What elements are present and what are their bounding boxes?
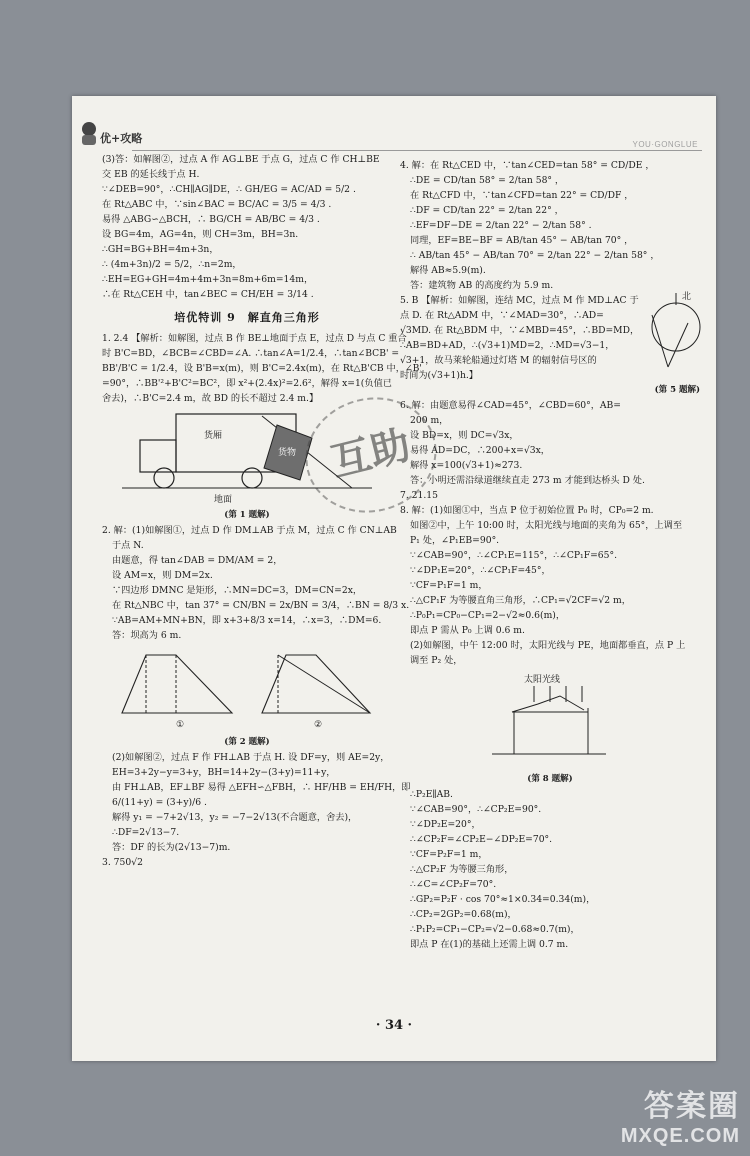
- text-line: ∵四边形 DMNC 是矩形，∴MN=DC=3，DM=CN=2x，: [112, 585, 363, 596]
- text-line: ∴ AB/tan 45° − AB/tan 70° = 2/tan 22° − 2/tan 58° ，: [410, 250, 660, 261]
- text-line: ∵AB=AM+MN+BN，即 x+3+8/3 x=14，∴x=3，∴DM=6.: [112, 615, 382, 626]
- text-line: ∴DF = CD/tan 22° = 2/tan 22° ，: [410, 205, 564, 216]
- text-line: ∴CP₂=2GP₂=0.68(m)，: [410, 909, 517, 920]
- north-label: 北: [682, 292, 692, 302]
- text-line: 4. 解：在 Rt△CED 中，∵tan∠CED=tan 58° = CD/DE ，: [400, 160, 655, 171]
- brand-text: YOU·GONGLUE: [632, 140, 698, 149]
- text-line: 8. 解：(1)如图①中，当点 P 位于初始位置 P₀ 时，CP₀=2 m.: [400, 505, 654, 516]
- text-line: ∵∠DEB=90°，∴CH∥AG∥DE，∴ GH/EG = AC/AD = 5/2 .: [102, 184, 356, 195]
- text-line: 6/(11+y) = (3+y)/6 .: [112, 797, 207, 808]
- text-line: ∴P₂E∥AB.: [410, 789, 453, 800]
- text-line: ∴ (4m+3n)/2 = 5/2，∴n=2m，: [102, 259, 242, 270]
- text-line: 舍去)，∴B'C=2.4 m，故 BD 的长不超过 2.4 m.】: [102, 393, 319, 404]
- page-header: [72, 114, 716, 154]
- logo-text: 优+攻略: [100, 132, 143, 145]
- text-line: BB'/B'C = 1/2.4，设 B'B=x(m)，则 B'C=2.4x(m)，在 Rt△B'CB 中，∠B': [102, 363, 422, 374]
- goods-label: 货物: [278, 448, 297, 458]
- text-line: ∴DE = CD/tan 58° = 2/tan 58° ，: [410, 175, 565, 186]
- text-line: ∵CF=P₁F=1 m，: [410, 580, 488, 591]
- text-line: 在 Rt△ABC 中，∵sin∠BAC = BC/AC = 3/5 = 4/3 .: [102, 199, 332, 210]
- text-line: ∴EF=DF−DE = 2/tan 22° − 2/tan 58° .: [410, 220, 592, 231]
- right-column: [400, 158, 700, 952]
- text-line: 即点 P 在(1)的基础上还需上调 0.7 m.: [410, 939, 569, 950]
- text-line: ∴AB=BD+AD，∴(√3+1)MD=2，∴MD=√3−1，: [400, 340, 615, 351]
- text-line: √3MD. 在 Rt△BDM 中，∵∠MBD=45°，∴BD=MD，: [400, 325, 640, 336]
- text-line: ∴在 Rt△CEH 中，tan∠BEC = CH/EH = 3/14 .: [102, 289, 314, 300]
- text-line: ∴∠C=∠CP₂F=70°.: [410, 879, 497, 890]
- text-line: 即点 P 需从 P₀ 上调 0.6 m.: [410, 625, 525, 636]
- text-line: ∴GH=BG+BH=4m+3n，: [102, 244, 219, 255]
- text-line: 设 BG=4m，AG=4n，则 CH=3m，BH=3n.: [102, 229, 299, 240]
- figure-caption: (第 8 题解): [527, 774, 573, 784]
- text-line: ∴△CP₂F 为等腰三角形，: [410, 864, 514, 875]
- site-watermark: [621, 1081, 740, 1148]
- text-line: √3+1，故马莱轮船通过灯塔 M 的辐射信号区的: [400, 355, 597, 366]
- text-line: =90°，∴BB'²+B'C²=BC²，即 x²+(2.4x)²=2.6²，解得 x=1(负值已: [102, 378, 392, 389]
- text-line: 易得 △ABG∽△BCH，∴ BG/CH = AB/BC = 4/3 .: [102, 214, 320, 225]
- text-line: 在 Rt△NBC 中，tan 37° = CN/BN = 2x/BN = 3/4，∴BN = 8/3 x.: [112, 600, 410, 611]
- section-title: 培优特训 9 解直角三角形: [174, 311, 320, 324]
- text-line: 6. 解：由题意易得∠CAD=45°，∠CBD=60°，AB=: [400, 400, 621, 411]
- text-line: (2)如解图，中午 12:00 时，太阳光线与 PE，地面都垂直，点 P 上: [410, 640, 686, 651]
- text-line: 设 AM=x，则 DM=2x.: [112, 570, 213, 581]
- text-line: ∴GP₂=P₂F · cos 70°≈1×0.34=0.34(m)，: [410, 894, 596, 905]
- mascot-icon: [78, 120, 100, 146]
- text-line: 答：小明还需沿绿道继续直走 273 m 才能到达桥头 D 处.: [410, 475, 645, 486]
- watermark-title: 答案圈: [644, 1090, 740, 1123]
- answer-page: [72, 96, 716, 1061]
- text-line: 200 m，: [410, 415, 449, 426]
- text-line: ∵∠DP₁E=20°，∴∠CP₁F=45°，: [410, 565, 551, 576]
- text-line: ∵∠CAB=90°，∴∠CP₂E=90°.: [410, 804, 542, 815]
- sub-label: ①: [176, 720, 185, 730]
- cargo-label: 货厢: [204, 431, 223, 441]
- text-line: ∵CF=P₂F=1 m，: [410, 849, 488, 860]
- text-line: 解得 y₁ = −7+2√13，y₂ = −7−2√13(不合题意，舍去)，: [112, 812, 358, 823]
- text-line: P₁ 处，∠P₁EB=90°.: [410, 535, 500, 546]
- text-line: 于点 N.: [112, 540, 144, 551]
- text-line: 解得 x=100(√3+1)≈273.: [410, 460, 523, 471]
- text-line: (2)如解图②，过点 F 作 FH⊥AB 于点 H. 设 DF=y，则 AE=2y，: [112, 752, 390, 763]
- figure-caption: (第 1 题解): [224, 510, 270, 520]
- header-rule: [132, 150, 702, 151]
- figure-caption: (第 5 题解): [654, 385, 700, 395]
- figure-5-lighthouse: [642, 289, 706, 373]
- sun-label: 太阳光线: [524, 675, 561, 685]
- text-line: 答：建筑物 AB 的高度约为 5.9 m.: [410, 280, 554, 291]
- text-line: 答：DF 的长为(2√13−7)m.: [112, 842, 231, 853]
- ground-label: 地面: [214, 495, 233, 504]
- text-line: 5. B 【解析：如解图，连结 MC，过点 M 作 MD⊥AC 于: [400, 295, 639, 306]
- watermark-url: MXQE.COM: [620, 1125, 740, 1147]
- text-line: 调至 P₂ 处，: [410, 655, 463, 666]
- text-line: 同理，EF=BE−BF = AB/tan 45° − AB/tan 70° ，: [410, 235, 634, 246]
- text-line: ∴∠CP₂F=∠CP₂E−∠DP₂E=70°.: [410, 834, 553, 845]
- text-line: ∴EH=EG+GH=4m+4m+3n=8m+6m=14m，: [102, 274, 314, 285]
- text-line: 时间为(√3+1)h.】: [400, 370, 478, 381]
- text-line: 由 FH⊥AB，EF⊥BF 易得 △EFH∽△FBH，∴ HF/HB = EH/FH，即: [112, 782, 411, 793]
- text-line: ∴DF=2√13−7.: [112, 827, 180, 838]
- sub-label: ②: [314, 720, 323, 730]
- text-line: ∴P₁P₂=CP₁−CP₂=√2−0.68≈0.7(m)，: [410, 924, 580, 935]
- figure-2-dam: [102, 647, 392, 731]
- text-line: 设 BD=x，则 DC=√3x，: [410, 430, 519, 441]
- text-line: 点 D. 在 Rt△ADM 中，∵∠MAD=30°，∴AD=: [400, 310, 604, 321]
- page-number: · 34 ·: [375, 1018, 413, 1033]
- text-line: 1. 2.4 【解析：如解图，过点 B 作 BE⊥地面于点 E，过点 D 与点 C 重合: [102, 333, 407, 344]
- stamp-text: 互助: [326, 421, 416, 487]
- text-line: ∵∠CAB=90°，∴∠CP₁E=115°，∴∠CP₁F=65°.: [410, 550, 618, 561]
- text-line: (3)答：如解图②，过点 A 作 AG⊥BE 于点 G，过点 C 作 CH⊥BE: [102, 154, 380, 165]
- text-line: 答：坝高为 6 m.: [112, 630, 182, 641]
- text-line: 解得 AB≈5.9(m).: [410, 265, 486, 276]
- text-line: 3. 750√2: [102, 857, 143, 868]
- text-line: ∵∠DP₂E=20°，: [410, 819, 481, 830]
- text-line: 交 EB 的延长线于点 H.: [102, 169, 200, 180]
- text-line: 时 B'C=BD，∠BCB=∠CBD=∠A. ∴tan∠A=1/2.4，∴tan∠BCB' =: [102, 348, 400, 359]
- text-line: 2. 解：(1)如解图①，过点 D 作 DM⊥AB 于点 M，过点 C 作 CN⊥AB: [102, 525, 397, 536]
- text-line: EH=3+2y−y=3+y，BH=14+2y−(3+y)=11+y，: [112, 767, 336, 778]
- text-line: 易得 AD=DC，∴200+x=√3x，: [410, 445, 550, 456]
- text-line: 在 Rt△CFD 中，∵tan∠CFD=tan 22° = CD/DF ，: [410, 190, 634, 201]
- text-line: 如图②中，上午 10:00 时，太阳光线与地面的夹角为 65°，上调至: [410, 520, 683, 531]
- text-line: 7. 21.15: [400, 490, 438, 501]
- text-line: ∴△CP₁F 为等腰直角三角形，∴CP₁=√2CF=√2 m，: [410, 595, 631, 606]
- figure-caption: (第 2 题解): [224, 737, 270, 747]
- q5-block: [400, 293, 700, 383]
- text-line: 由题意，得 tan∠DAB = DM/AM = 2，: [112, 555, 283, 566]
- figure-8-shade: [400, 672, 700, 768]
- text-line: ∴P₀P₁=CP₀−CP₁=2−√2≈0.6(m)，: [410, 610, 566, 621]
